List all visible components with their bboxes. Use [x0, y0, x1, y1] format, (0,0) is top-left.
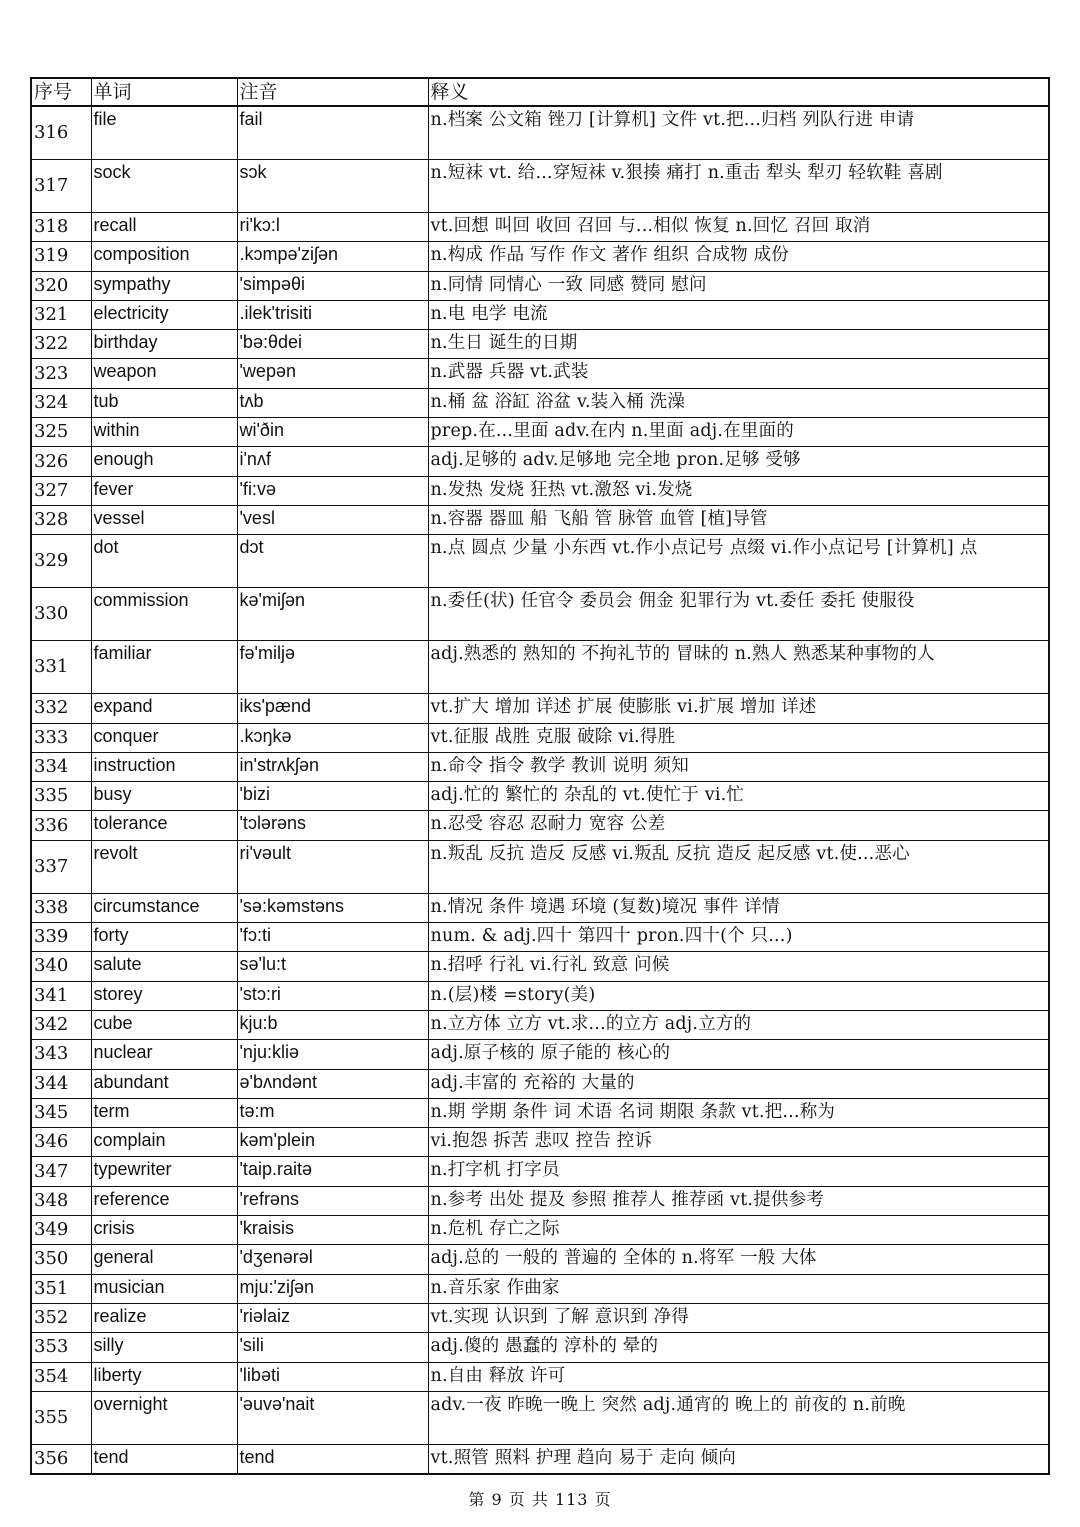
row-number: 325 — [31, 418, 91, 447]
row-number: 326 — [31, 447, 91, 476]
header-definition: 释义 — [428, 78, 1049, 106]
row-phonetic: 'bizi — [237, 782, 428, 811]
page-footer: 第 9 页 共 113 页 — [468, 1490, 612, 1509]
row-definition: n.电 电学 电流 — [428, 300, 1049, 329]
table-row — [31, 1274, 1049, 1303]
row-word: tend — [91, 1444, 237, 1474]
row-word: fever — [91, 476, 237, 505]
table-row — [31, 752, 1049, 781]
row-number: 334 — [31, 752, 91, 781]
row-number: 341 — [31, 981, 91, 1010]
row-phonetic: 'əuvə'nait — [237, 1391, 428, 1444]
row-phonetic: .kɔŋkə — [237, 723, 428, 752]
row-word: conquer — [91, 723, 237, 752]
table-row — [31, 271, 1049, 300]
row-word: enough — [91, 447, 237, 476]
row-number: 344 — [31, 1069, 91, 1098]
row-word: familiar — [91, 641, 237, 694]
row-definition: n.武器 兵器 vt.武装 — [428, 359, 1049, 388]
row-definition: adj.足够的 adv.足够地 完全地 pron.足够 受够 — [428, 447, 1049, 476]
row-number: 354 — [31, 1362, 91, 1391]
row-word: forty — [91, 923, 237, 952]
row-word: typewriter — [91, 1157, 237, 1186]
row-phonetic: 'tɔlərəns — [237, 811, 428, 840]
row-definition: adv.一夜 昨晚一晚上 突然 adj.通宵的 晚上的 前夜的 n.前晚 — [428, 1391, 1049, 1444]
row-word: revolt — [91, 840, 237, 893]
row-word: within — [91, 418, 237, 447]
row-word: reference — [91, 1186, 237, 1215]
table-row — [31, 535, 1049, 588]
row-definition: vt.扩大 增加 详述 扩展 使膨胀 vi.扩展 增加 详述 — [428, 694, 1049, 723]
table-row — [31, 641, 1049, 694]
row-number: 348 — [31, 1186, 91, 1215]
row-definition: adj.丰富的 充裕的 大量的 — [428, 1069, 1049, 1098]
row-phonetic: sə'lu:t — [237, 952, 428, 981]
row-word: crisis — [91, 1216, 237, 1245]
row-phonetic: ri'vəult — [237, 840, 428, 893]
row-word: circumstance — [91, 893, 237, 922]
table-row — [31, 505, 1049, 534]
row-definition: num. & adj.四十 第四十 pron.四十(个 只...) — [428, 923, 1049, 952]
row-number: 328 — [31, 505, 91, 534]
row-word: musician — [91, 1274, 237, 1303]
row-word: overnight — [91, 1391, 237, 1444]
row-definition: n.叛乱 反抗 造反 反感 vi.叛乱 反抗 造反 起反感 vt.使...恶心 — [428, 840, 1049, 893]
row-definition: adj.忙的 繁忙的 杂乱的 vt.使忙于 vi.忙 — [428, 782, 1049, 811]
header-number: 序号 — [31, 78, 91, 106]
table-row — [31, 213, 1049, 242]
row-number: 338 — [31, 893, 91, 922]
row-number: 335 — [31, 782, 91, 811]
row-definition: n.构成 作品 写作 作文 著作 组织 合成物 成份 — [428, 242, 1049, 271]
table-row — [31, 1391, 1049, 1444]
row-definition: n.自由 释放 许可 — [428, 1362, 1049, 1391]
row-phonetic: 'stɔ:ri — [237, 981, 428, 1010]
table-row — [31, 1098, 1049, 1127]
row-number: 324 — [31, 388, 91, 417]
row-phonetic: 'sili — [237, 1333, 428, 1362]
row-word: liberty — [91, 1362, 237, 1391]
table-row — [31, 840, 1049, 893]
table-row — [31, 1245, 1049, 1274]
table-row — [31, 723, 1049, 752]
row-word: dot — [91, 535, 237, 588]
row-number: 349 — [31, 1216, 91, 1245]
row-phonetic: 'vesl — [237, 505, 428, 534]
table-row — [31, 1333, 1049, 1362]
table-row — [31, 1362, 1049, 1391]
row-number: 330 — [31, 588, 91, 641]
row-definition: n.立方体 立方 vt.求...的立方 adj.立方的 — [428, 1010, 1049, 1039]
row-definition: n.(层)楼 =story(美) — [428, 981, 1049, 1010]
row-word: electricity — [91, 300, 237, 329]
row-word: realize — [91, 1303, 237, 1332]
row-definition: n.招呼 行礼 vi.行礼 致意 问候 — [428, 952, 1049, 981]
table-row — [31, 981, 1049, 1010]
table-row — [31, 1010, 1049, 1039]
row-word: general — [91, 1245, 237, 1274]
row-phonetic: kəm'plein — [237, 1128, 428, 1157]
row-number: 352 — [31, 1303, 91, 1332]
table-row — [31, 893, 1049, 922]
row-phonetic: 'libəti — [237, 1362, 428, 1391]
row-definition: adj.总的 一般的 普遍的 全体的 n.将军 一般 大体 — [428, 1245, 1049, 1274]
row-number: 323 — [31, 359, 91, 388]
table-row — [31, 1303, 1049, 1332]
row-word: salute — [91, 952, 237, 981]
table-row — [31, 1186, 1049, 1215]
table-row — [31, 359, 1049, 388]
row-number: 331 — [31, 641, 91, 694]
table-row — [31, 923, 1049, 952]
row-number: 350 — [31, 1245, 91, 1274]
table-row — [31, 330, 1049, 359]
row-word: recall — [91, 213, 237, 242]
row-definition: vt.征服 战胜 克服 破除 vi.得胜 — [428, 723, 1049, 752]
table-row — [31, 1128, 1049, 1157]
row-number: 319 — [31, 242, 91, 271]
row-number: 320 — [31, 271, 91, 300]
row-number: 321 — [31, 300, 91, 329]
row-number: 333 — [31, 723, 91, 752]
row-word: busy — [91, 782, 237, 811]
row-definition: prep.在...里面 adv.在内 n.里面 adj.在里面的 — [428, 418, 1049, 447]
table-row — [31, 300, 1049, 329]
row-word: commission — [91, 588, 237, 641]
row-definition: n.短袜 vt. 给...穿短袜 v.狠揍 痛打 n.重击 犁头 犁刃 轻软鞋 喜剧 — [428, 160, 1049, 213]
row-number: 351 — [31, 1274, 91, 1303]
table-row — [31, 952, 1049, 981]
row-word: instruction — [91, 752, 237, 781]
row-phonetic: mju:'ziʃən — [237, 1274, 428, 1303]
row-phonetic: 'taip.raitə — [237, 1157, 428, 1186]
row-number: 342 — [31, 1010, 91, 1039]
row-word: weapon — [91, 359, 237, 388]
row-definition: n.容器 器皿 船 飞船 管 脉管 血管 [植]导管 — [428, 505, 1049, 534]
row-phonetic: 'kraisis — [237, 1216, 428, 1245]
row-word: cube — [91, 1010, 237, 1039]
table-row — [31, 242, 1049, 271]
row-definition: vt.回想 叫回 收回 召回 与...相似 恢复 n.回忆 召回 取消 — [428, 213, 1049, 242]
table-row — [31, 388, 1049, 417]
row-phonetic: in'strʌkʃən — [237, 752, 428, 781]
table-row — [31, 160, 1049, 213]
row-phonetic: wi'ðin — [237, 418, 428, 447]
row-phonetic: tʌb — [237, 388, 428, 417]
table-row — [31, 588, 1049, 641]
header-word: 单词 — [91, 78, 237, 106]
table-row — [31, 447, 1049, 476]
row-word: file — [91, 106, 237, 160]
row-number: 345 — [31, 1098, 91, 1127]
row-phonetic: 'refrəns — [237, 1186, 428, 1215]
row-phonetic: fail — [237, 106, 428, 160]
row-definition: n.命令 指令 教学 教训 说明 须知 — [428, 752, 1049, 781]
table-row — [31, 694, 1049, 723]
row-definition: n.档案 公文箱 锉刀 [计算机] 文件 vt.把...归档 列队行进 申请 — [428, 106, 1049, 160]
table-row — [31, 1444, 1049, 1474]
row-phonetic: dɔt — [237, 535, 428, 588]
row-number: 346 — [31, 1128, 91, 1157]
table-row — [31, 1157, 1049, 1186]
row-word: term — [91, 1098, 237, 1127]
row-word: tub — [91, 388, 237, 417]
row-number: 336 — [31, 811, 91, 840]
row-phonetic: ri'kɔ:l — [237, 213, 428, 242]
row-word: storey — [91, 981, 237, 1010]
table-row — [31, 476, 1049, 505]
row-word: vessel — [91, 505, 237, 534]
row-word: sympathy — [91, 271, 237, 300]
row-phonetic: tend — [237, 1444, 428, 1474]
table-row — [31, 782, 1049, 811]
row-definition: n.生日 诞生的日期 — [428, 330, 1049, 359]
table-header-row — [31, 78, 1049, 106]
row-definition: n.同情 同情心 一致 同感 赞同 慰问 — [428, 271, 1049, 300]
row-phonetic: tə:m — [237, 1098, 428, 1127]
row-definition: adj.熟悉的 熟知的 不拘礼节的 冒昧的 n.熟人 熟悉某种事物的人 — [428, 641, 1049, 694]
row-definition: n.参考 出处 提及 参照 推荐人 推荐函 vt.提供参考 — [428, 1186, 1049, 1215]
row-number: 322 — [31, 330, 91, 359]
row-definition: adj.原子核的 原子能的 核心的 — [428, 1040, 1049, 1069]
row-number: 339 — [31, 923, 91, 952]
row-definition: n.发热 发烧 狂热 vt.激怒 vi.发烧 — [428, 476, 1049, 505]
row-phonetic: 'fi:və — [237, 476, 428, 505]
row-phonetic: 'wepən — [237, 359, 428, 388]
vocabulary-table — [30, 77, 1050, 1475]
row-phonetic: 'nju:kliə — [237, 1040, 428, 1069]
table-row — [31, 811, 1049, 840]
row-phonetic: .ilek'trisiti — [237, 300, 428, 329]
row-word: abundant — [91, 1069, 237, 1098]
row-definition: n.音乐家 作曲家 — [428, 1274, 1049, 1303]
table-row — [31, 418, 1049, 447]
table-row — [31, 106, 1049, 160]
row-phonetic: 'riəlaiz — [237, 1303, 428, 1332]
row-definition: vi.抱怨 拆苦 悲叹 控告 控诉 — [428, 1128, 1049, 1157]
row-phonetic: 'bə:θdei — [237, 330, 428, 359]
table-row — [31, 1069, 1049, 1098]
table-row — [31, 1216, 1049, 1245]
row-number: 355 — [31, 1391, 91, 1444]
row-word: composition — [91, 242, 237, 271]
row-definition: n.委任(状) 任官令 委员会 佣金 犯罪行为 vt.委任 委托 使服役 — [428, 588, 1049, 641]
row-number: 337 — [31, 840, 91, 893]
row-phonetic: kə'miʃən — [237, 588, 428, 641]
row-number: 343 — [31, 1040, 91, 1069]
row-word: expand — [91, 694, 237, 723]
row-phonetic: 'simpəθi — [237, 271, 428, 300]
row-number: 327 — [31, 476, 91, 505]
row-number: 318 — [31, 213, 91, 242]
row-definition: n.忍受 容忍 忍耐力 宽容 公差 — [428, 811, 1049, 840]
row-phonetic: .kɔmpə'ziʃən — [237, 242, 428, 271]
row-word: birthday — [91, 330, 237, 359]
vocabulary-table-body — [31, 106, 1049, 1474]
row-definition: vt.实现 认识到 了解 意识到 净得 — [428, 1303, 1049, 1332]
row-definition: vt.照管 照料 护理 趋向 易于 走向 倾向 — [428, 1444, 1049, 1474]
row-word: nuclear — [91, 1040, 237, 1069]
row-word: sock — [91, 160, 237, 213]
row-number: 340 — [31, 952, 91, 981]
row-definition: n.情况 条件 境遇 环境 (复数)境况 事件 详情 — [428, 893, 1049, 922]
row-definition: n.打字机 打字员 — [428, 1157, 1049, 1186]
row-phonetic: fə'miljə — [237, 641, 428, 694]
row-phonetic: i'nʌf — [237, 447, 428, 476]
header-phonetic: 注音 — [237, 78, 428, 106]
row-phonetic: sɔk — [237, 160, 428, 213]
row-word: silly — [91, 1333, 237, 1362]
row-phonetic: 'dʒenərəl — [237, 1245, 428, 1274]
row-number: 316 — [31, 106, 91, 160]
row-number: 329 — [31, 535, 91, 588]
row-definition: n.期 学期 条件 词 术语 名词 期限 条款 vt.把...称为 — [428, 1098, 1049, 1127]
row-phonetic: ə'bʌndənt — [237, 1069, 428, 1098]
row-number: 347 — [31, 1157, 91, 1186]
row-number: 356 — [31, 1444, 91, 1474]
row-definition: adj.傻的 愚蠢的 淳朴的 晕的 — [428, 1333, 1049, 1362]
row-definition: n.桶 盆 浴缸 浴盆 v.装入桶 洗澡 — [428, 388, 1049, 417]
row-phonetic: iks'pænd — [237, 694, 428, 723]
row-number: 353 — [31, 1333, 91, 1362]
row-word: complain — [91, 1128, 237, 1157]
row-phonetic: kju:b — [237, 1010, 428, 1039]
row-number: 317 — [31, 160, 91, 213]
row-definition: n.点 圆点 少量 小东西 vt.作小点记号 点缀 vi.作小点记号 [计算机] 点 — [428, 535, 1049, 588]
row-number: 332 — [31, 694, 91, 723]
row-phonetic: 'fɔ:ti — [237, 923, 428, 952]
row-phonetic: 'sə:kəmstəns — [237, 893, 428, 922]
table-row — [31, 1040, 1049, 1069]
row-definition: n.危机 存亡之际 — [428, 1216, 1049, 1245]
row-word: tolerance — [91, 811, 237, 840]
